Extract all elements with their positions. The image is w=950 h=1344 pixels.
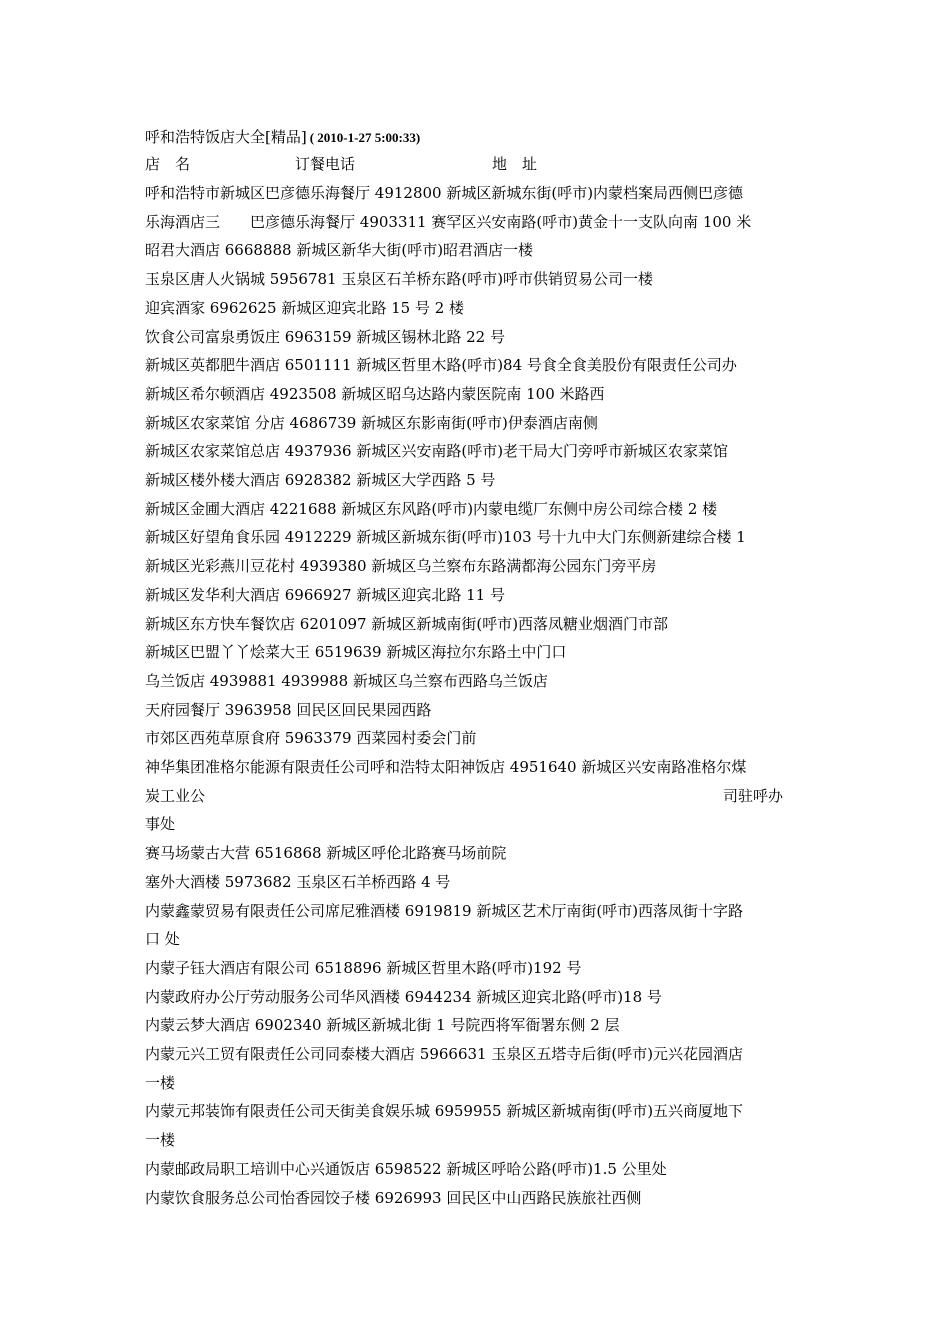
text-line: 一楼	[145, 1131, 176, 1150]
text-line: 内蒙子钰大酒店有限公司 6518896 新城区哲里木路(呼市)192 号	[145, 958, 582, 977]
text-line: 内蒙鑫蒙贸易有限责任公司席尼雅酒楼 6919819 新城区艺术厅南街(呼市)西落凤街十字路	[145, 901, 744, 920]
text-line: 新城区发华利大酒店 6966927 新城区迎宾北路 11 号	[145, 585, 505, 604]
text-line: 新城区英都肥牛酒店 6501111 新城区哲里木路(呼市)84 号食全食美股份有限责任公司办	[145, 356, 737, 375]
text-line: 内蒙元邦装饰有限责任公司天街美食娱乐城 6959955 新城区新城南街(呼市)五兴商厦地下	[145, 1102, 744, 1121]
header-address: 地 址	[492, 155, 538, 173]
text-line: 乐海酒店三 巴彦德乐海餐厅 4903311 赛罕区兴安南路(呼市)黄金十一支队向南 100 米	[145, 212, 752, 231]
text-line: 新城区东方快车餐饮店 6201097 新城区新城南街(呼市)西落凤糖业烟酒门市部	[145, 614, 669, 633]
text-line: 呼和浩特市新城区巴彦德乐海餐厅 4912800 新城区新城东街(呼市)内蒙档案局西侧巴彦德	[145, 184, 744, 202]
text-line: 市郊区西苑草原食府 5963379 西菜园村委会门前	[145, 729, 477, 748]
text-line: 昭君大酒店 6668888 新城区新华大街(呼市)昭君酒店一楼	[145, 241, 534, 260]
text-line: 新城区农家菜馆 分店 4686739 新城区东影南街(呼市)伊泰酒店南侧	[145, 413, 598, 432]
text-line: 内蒙元兴工贸有限责任公司同泰楼大酒店 5966631 玉泉区五塔寺后街(呼市)元兴花园酒店	[145, 1045, 744, 1064]
text-line: 内蒙云梦大酒店 6902340 新城区新城北街 1 号院西将军衙署东侧 2 层	[145, 1016, 620, 1035]
text-line: 内蒙饮食服务总公司怡香园饺子楼 6926993 回民区中山西路民族旅社西侧	[145, 1188, 642, 1207]
text-line: 迎宾酒家 6962625 新城区迎宾北路 15 号 2 楼	[145, 298, 465, 317]
split-line-right: 司驻呼办	[723, 786, 784, 805]
split-text-line	[145, 782, 805, 811]
text-line: 口 处	[145, 930, 180, 949]
text-line: 饮食公司富泉勇饭庄 6963159 新城区锡林北路 22 号	[145, 327, 505, 346]
column-header-row	[145, 150, 805, 179]
text-line: 新城区希尔顿酒店 4923508 新城区昭乌达路内蒙医院南 100 米路西	[145, 384, 605, 403]
document-title-row	[145, 124, 805, 150]
text-line: 塞外大酒楼 5973682 玉泉区石羊桥西路 4 号	[145, 872, 451, 891]
text-line: 玉泉区唐人火锅城 5956781 玉泉区石羊桥东路(呼市)呼市供销贸易公司一楼	[145, 270, 654, 289]
text-line: 新城区巴盟丫丫烩菜大王 6519639 新城区海拉尔东路土中门口	[145, 643, 567, 662]
text-line: 天府园餐厅 3963958 回民区回民果园西路	[145, 700, 432, 719]
text-line: 新城区楼外楼大酒店 6928382 新城区大学西路 5 号	[145, 471, 496, 490]
text-line: 神华集团准格尔能源有限责任公司呼和浩特太阳神饭店 4951640 新城区兴安南路准格尔煤	[145, 758, 747, 777]
text-line: 事处	[145, 815, 176, 834]
text-line: 新城区金圃大酒店 4221688 新城区东风路(呼市)内蒙电缆厂东侧中房公司综合楼 2 楼	[145, 499, 718, 518]
text-line: 新城区好望角食乐园 4912229 新城区新城东街(呼市)103 号十九中大门东侧新建综合楼 1	[145, 528, 746, 547]
text-line: 内蒙政府办公厅劳动服务公司华风酒楼 6944234 新城区迎宾北路(呼市)18 号	[145, 987, 662, 1006]
header-phone: 订餐电话	[295, 155, 356, 173]
text-line: 新城区农家菜馆总店 4937936 新城区兴安南路(呼市)老干局大门旁呼市新城区农家菜馆	[145, 442, 729, 461]
text-line: 新城区光彩燕川豆花村 4939380 新城区乌兰察布东路满都海公园东门旁平房	[145, 557, 657, 576]
text-line: 赛马场蒙古大营 6516868 新城区呼伦北路赛马场前院	[145, 844, 507, 863]
header-shop-name: 店 名	[145, 155, 191, 173]
document-page	[145, 124, 805, 1212]
split-line-left: 炭工业公	[145, 786, 206, 805]
text-line: 一楼	[145, 1073, 176, 1092]
document-timestamp: ( 2010-1-27 5:00:33)	[309, 130, 421, 145]
text-line: 内蒙邮政局职工培训中心兴通饭店 6598522 新城区呼哈公路(呼市)1.5 公里处	[145, 1159, 667, 1178]
document-title: 呼和浩特饭店大全[精品]	[145, 128, 307, 146]
text-line: 乌兰饭店 4939881 4939988 新城区乌兰察布西路乌兰饭店	[145, 671, 548, 690]
